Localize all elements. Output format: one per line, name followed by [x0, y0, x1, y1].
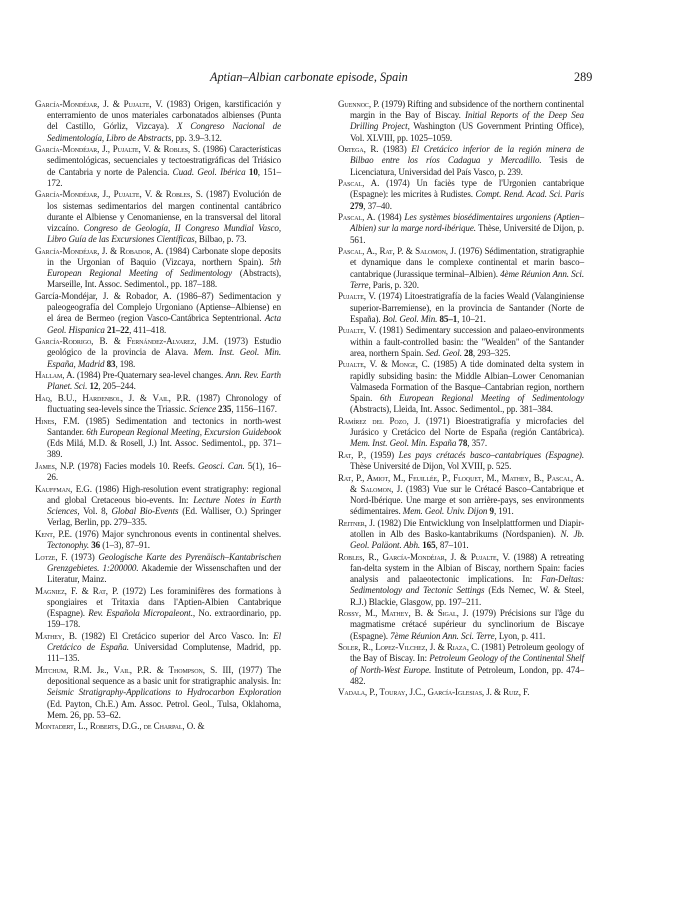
reference-text: (1983) Vue sur le Crétacé Basco–Cantabrique et Nord-Ibérique. Une marge et son arrière-pays, ses environments sédimentaires. — [350, 483, 585, 517]
reference-authors: Mitchum, R.M. Jr., Vail, P.R. & Thompson, S. III, — [35, 665, 234, 676]
reference-text: , pp. 3.9–3.12. — [171, 132, 222, 143]
reference-text: (1–3), 87–91. — [100, 540, 150, 551]
reference-text: , 10–21. — [457, 313, 486, 324]
reference-authors: Pujalte, V. — [338, 291, 376, 302]
reference-volume: 28 — [464, 347, 473, 358]
reference-text: , 1156–1167. — [231, 404, 277, 415]
reference-volume: 10 — [248, 166, 258, 177]
reference-text: (Abstracts), Lleida, Int. Assoc. Sedimentol., pp. 381–384. — [350, 404, 553, 415]
reference-entry — [35, 393, 281, 415]
reference-entry — [338, 608, 584, 642]
reference-title: Cuad. Geol. Ibérica — [172, 166, 246, 177]
reference-title: Acta Geol. Hispanica — [47, 313, 281, 335]
reference-entry — [338, 416, 584, 450]
reference-volume: 83 — [106, 358, 116, 369]
reference-entry — [338, 552, 584, 608]
reference-text: (1976) Major synchronous events in continental shelves. — [71, 529, 281, 540]
reference-text: (1959) — [366, 449, 399, 460]
reference-text: Thèse, Université de Dijon, p. 561. — [350, 223, 584, 245]
reference-text: (1971) Bioestratigrafía y microfacies del Jurásico y Cretácico del Norte de España (región Cantábrica). — [350, 415, 584, 438]
reference-text: Akademie der Wissenschaften und der Literatur, Mainz. — [47, 563, 281, 585]
reference-entry — [35, 144, 281, 189]
reference-authors: García-Mondéjar, J. & Robador, A. — [35, 245, 164, 256]
reference-title: Congreso de Geología, II Congreso Mundial Vasco, Libro Guía de las Excursiones Científicas — [47, 223, 281, 245]
reference-entry — [35, 291, 281, 336]
reference-text: (1972) Les foraminifères des formations à spongiaires et Tritaxia dans l'Aptien-Albien Cantabrique (Espagne). — [47, 585, 281, 619]
reference-authors: Pascal, A., Rat, P. & Salomon, J. — [338, 246, 457, 257]
reference-title: Rev. Española Micropaleont. — [88, 608, 193, 619]
reference-authors: Kent, P.E. — [35, 529, 72, 540]
reference-text: Tesis de Licenciatura, Universidad del País Vasco, p. 239. — [350, 155, 584, 177]
reference-text: (1973) Estudio geológico de la provincia de Alava. — [47, 336, 281, 358]
reference-text: (1983) — [378, 144, 412, 155]
reference-title: Bol. Geol. Min. — [382, 313, 438, 324]
reference-entry — [338, 518, 584, 552]
reference-volume: 85–1 — [439, 313, 458, 324]
reference-authors: Guennoc, P. — [338, 99, 380, 109]
reference-entry — [35, 370, 281, 392]
reference-text: (1977) The depositional sequence as a basic unit for stratigraphic analysis. In: — [47, 665, 282, 687]
reference-text: , 357. — [467, 438, 488, 449]
reference-entry — [338, 246, 584, 291]
reference-title: 4ème Réunion Ann. Sci. Terre — [350, 268, 584, 290]
reference-text: (1987) Evolución de los sistemas sedimentarios del margen continental cantábrico durante el Albiense y Cenomaniense, en la transversal del litoral vizcaíno. — [47, 189, 281, 234]
reference-authors: García-Rodrigo, B. & Fernández-Alvarez, J.M. — [35, 336, 219, 347]
reference-title: Mem. Inst. Geol. Min. España, Madrid — [47, 347, 281, 369]
reference-title: 5th European Regional Meeting of Sedimentology — [47, 257, 281, 279]
reference-entry — [338, 144, 584, 178]
reference-title: Mem. Geol. Univ. Dijon — [402, 506, 488, 517]
reference-entry — [35, 552, 281, 586]
reference-title: Sed. Geol. — [425, 347, 462, 358]
references-right-column — [338, 99, 584, 699]
reference-entry — [338, 359, 584, 415]
reference-volume: 78 — [458, 438, 468, 449]
reference-authors: García-Mondéjar, J. & Pujalte, V. — [35, 99, 163, 109]
reference-authors: Rat, P., — [338, 449, 367, 460]
reference-text: , 191. — [493, 506, 514, 517]
running-head-title: Aptian–Albian carbonate episode, Spain — [210, 70, 408, 84]
reference-title: X Congreso Nacional de Sedimentología, Libro de Abstracts — [47, 121, 282, 143]
reference-entry — [35, 721, 281, 732]
reference-authors: Robles, R., García-Mondéjar, J. & Pujalte, V. — [338, 551, 510, 562]
reference-authors: Reitner, J. — [338, 517, 375, 528]
reference-title: Ann. Rev. Earth Planet. Sci. — [47, 370, 281, 392]
reference-text: (Ed. Payton, Ch.E.) Am. Assoc. Petrol. Geol., Tulsa, Oklahoma, Mem. 26, pp. 53–62. — [47, 698, 281, 720]
reference-entry — [35, 484, 281, 529]
reference-text: (1984) — [375, 212, 405, 223]
reference-authors: García-Mondéjar, J., Pujalte, V. & Robles, S. — [35, 189, 203, 200]
reference-title: Petroleum Geology of the Continental Shelf of North-West Europe. — [350, 653, 584, 675]
reference-text: (Eds Nemec, W. & Steel, R.J.) Blackie, Glasgow, pp. 197–211. — [350, 585, 584, 607]
reference-title: Compt. Rend. Acad. Sci. Paris — [475, 189, 585, 200]
reference-entry — [35, 665, 281, 721]
reference-text: (Ed. Walliser, O.) Springer Verlag, Berlin, pp. 279–335. — [47, 506, 281, 528]
reference-entry — [338, 473, 584, 518]
reference-volume: 165 — [422, 540, 436, 551]
reference-authors: Pascal, A. — [338, 212, 376, 223]
reference-text: , 205–244. — [98, 381, 136, 392]
reference-entry — [338, 642, 584, 687]
reference-volume: 36 — [91, 540, 101, 551]
reference-text: (1984) Carbonate slope deposits in the Urgonian of Baquio (Vizcaya, northern Spain). — [47, 245, 281, 268]
reference-text: (1985) A tide dominated delta system in rapidly subsiding basin: the Middle Albian–Lower Cenomanian Valmaseda Formation of the Basque–Cantabrian region, northern Spain. — [350, 359, 584, 404]
reference-text: García-Mondéjar, J. & Robador, A. (1986–87) Sedimentacion y paleogeografía del Complejo Urgoniano (Aptiense–Albiense) en el área de Bermeo (region Vasco-Cantábrica Septentrional. — [35, 291, 281, 324]
reference-authors: Vadala, P., Touray, J.C., García-Iglesias, J. & Ruiz, F. — [338, 687, 530, 698]
reference-title: Lecture Notes in Earth Sciences — [47, 495, 282, 517]
reference-text: 5(1), 16–26. — [47, 461, 281, 483]
reference-text: , Washington (US Government Printing Office), Vol. XLVIII, pp. 1025–1059. — [350, 121, 584, 143]
reference-text: (1973) — [67, 551, 99, 562]
reference-volume: 9 — [489, 506, 494, 517]
reference-text: (1987) Chronology of fluctuating sea-levels since the Triassic. — [47, 393, 281, 415]
reference-text: (1984) Pre-Quaternary sea-level changes. — [74, 370, 226, 381]
reference-authors: Haq, B.U., Hardenbol, J. & Vail, P.R. — [35, 393, 191, 404]
reference-entry — [35, 189, 281, 245]
reference-authors: Montadert, L., Roberts, D.G., de Charpal, O. & — [35, 721, 205, 732]
reference-authors: Hines, F.M. — [35, 415, 80, 426]
reference-title: 6th European Regional Meeting, Excursion Guidebook — [86, 427, 282, 438]
reference-title: El Cretácico de España. — [47, 631, 281, 653]
reference-title: N. Jb. Geol. Paläont. Abh. — [350, 529, 584, 551]
reference-entry — [338, 178, 584, 212]
reference-text: (1979) Rifting and subsidence of the northern continental margin in the Bay of Biscay. — [350, 99, 584, 121]
reference-text: , 151–172. — [47, 166, 281, 188]
reference-authors: García-Mondéjar, J., Pujalte, V. & Robles, S. — [35, 144, 200, 155]
reference-text: Universidad Complutense, Madrid, pp. 111–135. — [47, 642, 281, 664]
reference-entry — [35, 99, 281, 144]
references-left-column — [35, 99, 281, 733]
reference-title: Science — [188, 404, 216, 415]
reference-authors: Pujalte, V. & Monge, C. — [338, 359, 430, 370]
reference-entry — [338, 291, 584, 325]
reference-title: Geologische Karte des Pyrenäisch–Kantabrischen Grenzgebietes. 1:200000. — [47, 551, 282, 574]
reference-entry — [35, 246, 281, 291]
reference-entry — [338, 450, 584, 472]
reference-authors: Rat, P., Amiot, M., Feuillée, P., Floquet, M., Mathey, B., Pascal, A. & Salomon, J. — [338, 472, 584, 494]
reference-text: , Lyon, p. 411. — [494, 630, 546, 641]
reference-text: , 198. — [115, 358, 136, 369]
reference-authors: Rossy, M., Mathey, B. & Sigal, J. — [338, 608, 469, 619]
reference-title: Fan-Deltas: Sedimentology and Tectonic Settings — [350, 574, 584, 596]
reference-text: , Vol. 8, — [77, 506, 112, 517]
reference-text: (1978) Facies models 10. Reefs. — [74, 461, 198, 472]
reference-volume: 235 — [218, 404, 232, 415]
reference-authors: Ortega, R. — [338, 144, 379, 155]
reference-text: , 37–40. — [363, 200, 392, 211]
reference-authors: James, N.P. — [35, 461, 75, 472]
reference-entry — [338, 325, 584, 359]
reference-entry — [35, 336, 281, 370]
reference-authors: Lotze, F. — [35, 551, 68, 562]
reference-entry — [35, 586, 281, 631]
reference-title: 6th European Regional Meeting of Sedimentology — [380, 393, 585, 404]
reference-text: (1985) Sedimentation and tectonics in north-west Santander. — [47, 415, 282, 438]
running-head — [0, 70, 691, 86]
reference-entry — [338, 212, 584, 246]
reference-text: (Eds Milá, M.D. & Rosell, J.) Int. Assoc. Sedimentol., pp. 371–389. — [47, 438, 281, 460]
reference-title: Seismic Stratigraphy-Applications to Hydrocarbon Exploration — [47, 687, 281, 698]
reference-text: (1982) Die Entwicklung von Inselplattformen und Diapir-atollen in Alb des Basko-kantabrikums (Nordspanien). — [350, 517, 584, 540]
reference-entry — [338, 687, 584, 698]
reference-title: Mem. Inst. Geol. Min. España — [350, 438, 457, 449]
reference-text: (1981) Sedimentary succession and palaeo-environments within a fault-controlled basin: the "Wealden" of the Santander area, northern Spain. — [350, 325, 584, 358]
reference-text: (1976) Sédimentation, stratigraphie et dynamique dans le complexe continental et marin basco–cantabrique (Jurassique terminal–Albien). — [350, 246, 585, 279]
reference-title: 7ème Réunion Ann. Sci. Terre — [390, 630, 495, 641]
reference-text: (1986) Características sedimentológicas, secuenciales y tectoestratigráficas del Triásico de Cantabria y norte de Palencia. — [47, 144, 281, 177]
reference-title: Global Bio-Events — [111, 506, 179, 517]
reference-authors: Pascal, A. — [338, 178, 380, 189]
reference-title: Geosci. Can. — [197, 461, 245, 472]
reference-title: Les systèmes biosédimentaires urgoniens (Aptien–Albien) sur la marge nord-ibérique. — [350, 212, 585, 234]
reference-volume: 21–22 — [106, 324, 130, 335]
reference-text: (1979) Précisions sur l'âge du magmatisme crétacé supérieur du synclinorium de Biscaye (Espagne). — [350, 608, 584, 641]
reference-text: , 293–325. — [472, 347, 511, 358]
reference-authors: Ramírez del Pozo, J. — [338, 415, 421, 426]
reference-text: , No. extraordinario, pp. 159–178. — [47, 608, 281, 630]
reference-title: El Cretácico inferior de la región minera de Bilbao entre los ríos Cadagua y Mercadillo. — [350, 144, 584, 166]
reference-authors: Hallam, A. — [35, 370, 75, 381]
reference-entry — [35, 461, 281, 483]
reference-text: , 411–418. — [129, 324, 167, 335]
reference-text: (1982) El Cretácico superior del Arco Vasco. In: — [76, 631, 274, 642]
reference-entry — [338, 99, 584, 144]
reference-authors: Soler, R., Lopez-Vilchez, J. & Riaza, C. — [338, 642, 480, 653]
reference-volume: 279 — [350, 200, 364, 211]
reference-text: Institute of Petroleum, London, pp. 474–482. — [350, 664, 584, 686]
reference-entry — [35, 631, 281, 665]
reference-text: , Bilbao, p. 73. — [194, 234, 247, 245]
reference-text: (1974) Un faciès type de l'Urgonien cantabrique (Espagne): les micrites à Rudistes. — [350, 178, 584, 200]
reference-authors: Pujalte, V. — [338, 325, 377, 336]
page-number: 289 — [574, 70, 593, 84]
reference-text: (1986) High-resolution event stratigraphy: regional and global Cretaceous bio-events. In: — [47, 483, 281, 506]
reference-entry — [35, 416, 281, 461]
reference-volume: 12 — [89, 381, 99, 392]
reference-authors: Mathey, B. — [35, 631, 77, 642]
reference-text: (1974) Litoestratigrafía de la facies Weald (Valanginiense superior-Barremiense), en la provincia de Santander (Norte de España). — [350, 291, 584, 324]
reference-title: Les pays crétacés basco–cantabriques (Espagne). — [398, 449, 585, 460]
reference-text: Thèse Université de Dijon, Vol XVIII, p. 525. — [350, 461, 512, 472]
reference-text: (1981) Petroleum geology of the Bay of Biscay. In: — [350, 642, 584, 664]
reference-entry — [35, 529, 281, 551]
reference-text: (Abstracts), Marseille, Int. Assoc. Sedimentol., pp. 187–188. — [47, 268, 282, 290]
reference-text: , Paris, p. 320. — [368, 279, 419, 290]
reference-text: (1983) Origen, karstificación y enterramiento de unos materiales carbonatados albienses (Punta del Castillo, Górliz, Vizcaya). — [47, 99, 282, 132]
reference-text: (1988) A retreating fan-delta system in the Albian of Biscay, northern Spain: facies analysis and palaeotectonic implications. In: — [350, 551, 584, 585]
reference-text: , 87–101. — [435, 540, 469, 551]
reference-authors: Magniez, F. & Rat, P. — [35, 585, 119, 596]
reference-title: Tectonophy. — [47, 540, 90, 551]
reference-authors: Kauffman, E.G. — [35, 483, 92, 494]
reference-title: Initial Reports of the Deep Sea Drilling Project — [350, 110, 584, 132]
